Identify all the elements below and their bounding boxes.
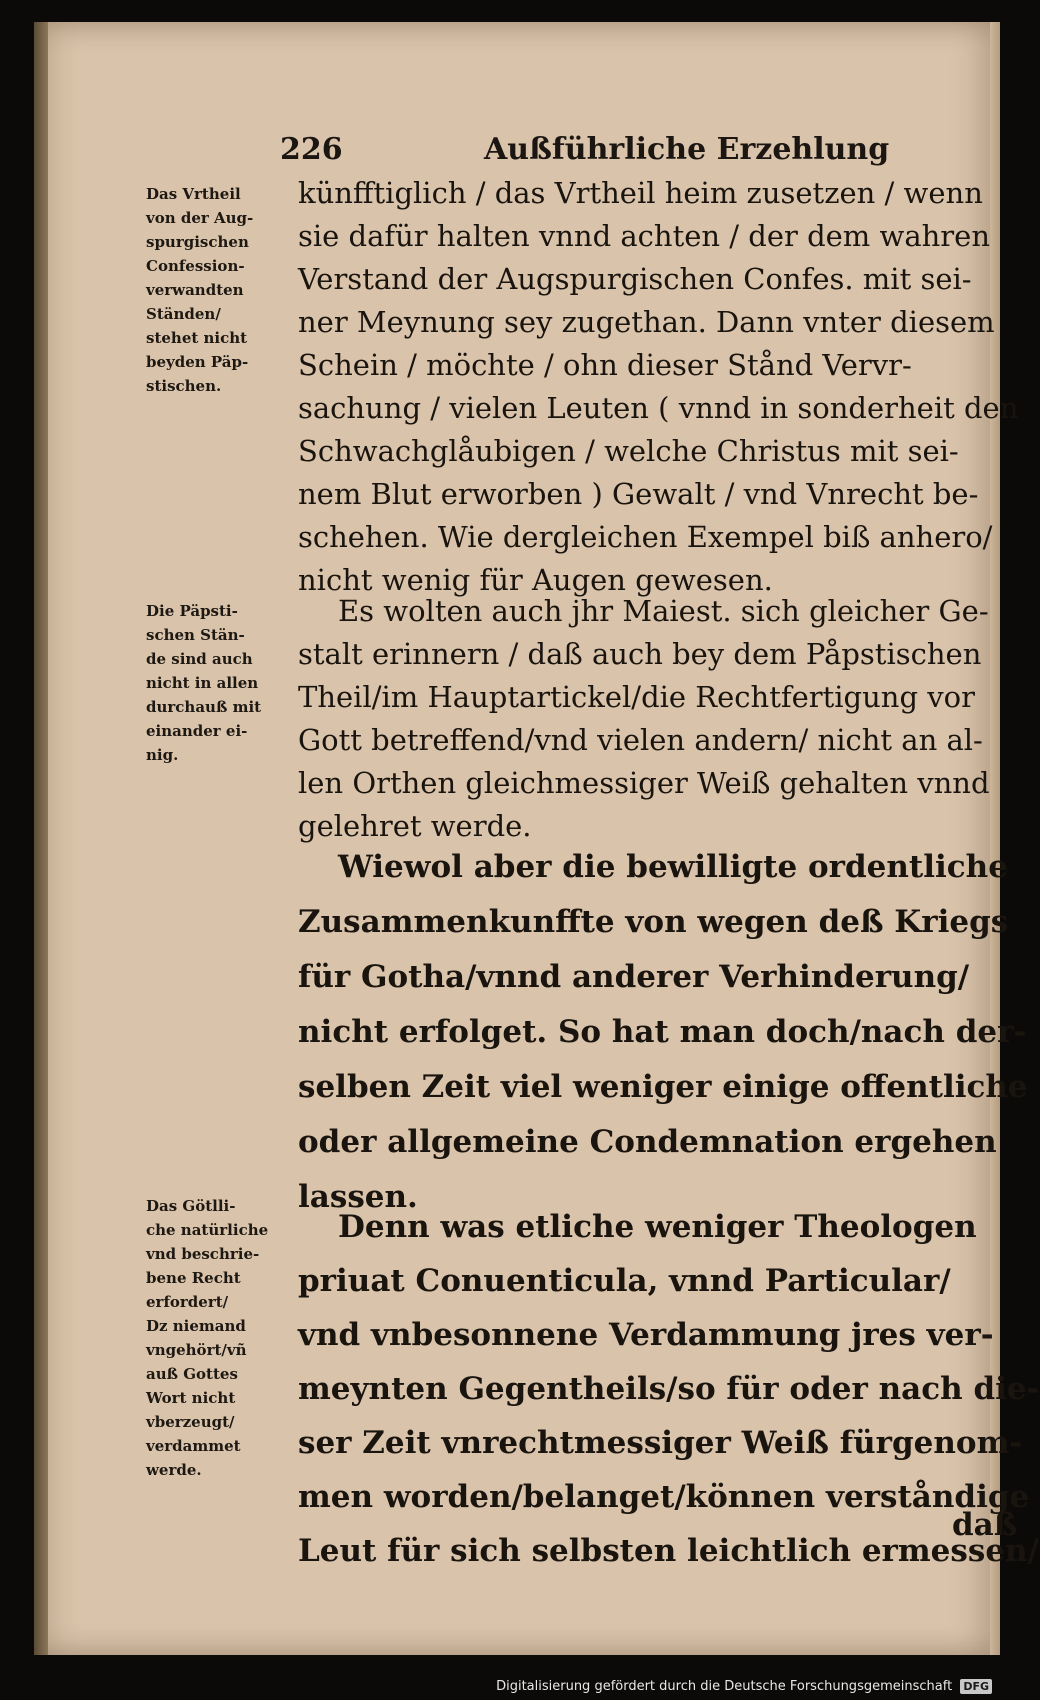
text-line: oder allgemeine Condemnation ergehen — [298, 1124, 997, 1160]
text-line: ser Zeit vnrechtmessiger Weiß fürgenom- — [298, 1425, 1023, 1461]
text-line: nicht erfolget. So hat man doch/nach der- — [298, 1014, 1027, 1050]
gloss-line: nicht in allen — [146, 674, 259, 692]
gloss-line: werde. — [146, 1461, 202, 1479]
gloss-line: stehet nicht — [146, 329, 248, 347]
paragraph-3 — [298, 840, 1028, 1225]
text-line: nem Blut erworben ) Gewalt / vnd Vnrecht be- — [298, 477, 979, 511]
gloss-line: Ständen/ — [146, 305, 221, 323]
text-line: Denn was etliche weniger Theologen — [338, 1209, 977, 1245]
text-line: Leut für sich selbsten leichtlich ermessen/ — [298, 1533, 1039, 1569]
text-line: Schein / möchte / ohn dieser Stånd Vervr- — [298, 348, 912, 382]
gloss-line: auß Gottes — [146, 1365, 238, 1383]
gloss-line: Das Götlli- — [146, 1197, 236, 1215]
gloss-line: Dz niemand — [146, 1317, 246, 1335]
gloss-line: Confession- — [146, 257, 245, 275]
book-page — [34, 22, 1040, 1655]
gloss-line: spurgischen — [146, 233, 249, 251]
text-line: ner Meynung sey zugethan. Dann vnter diesem — [298, 305, 995, 339]
text-line: Schwachglåubigen / welche Christus mit sei- — [298, 434, 959, 468]
gloss-line: nig. — [146, 746, 179, 764]
marginal-gloss-1 — [146, 182, 296, 398]
gloss-line: vngehört/vñ — [146, 1341, 247, 1359]
text-line: stalt erinnern / daß auch bey dem Påpstischen — [298, 637, 982, 671]
gloss-line: Das Vrtheil — [146, 185, 241, 203]
marginal-gloss-3 — [146, 1194, 296, 1482]
paragraph-2 — [298, 590, 1008, 848]
text-line: Es wolten auch jhr Maiest. sich gleicher Ge- — [338, 594, 989, 628]
gloss-line: von der Aug- — [146, 209, 254, 227]
paragraph-1 — [298, 172, 1019, 602]
dfg-logo: DFG — [960, 1679, 992, 1694]
gloss-line: durchauß mit — [146, 698, 262, 716]
gloss-line: verdammet — [146, 1437, 241, 1455]
gloss-line: erfordert/ — [146, 1293, 229, 1311]
text-line: vnd vnbesonnene Verdammung jres ver- — [298, 1317, 994, 1353]
text-line: selben Zeit viel weniger einige offentliche — [298, 1069, 1028, 1105]
gloss-line: schen Stän- — [146, 626, 245, 644]
gloss-line: vnd beschrie- — [146, 1245, 260, 1263]
page-number: 226 — [280, 132, 343, 167]
text-line: Theil/im Hauptartickel/die Rechtfertigung vor — [298, 680, 975, 714]
text-line: Verstand der Augspurgischen Confes. mit sei- — [298, 262, 972, 296]
text-line: len Orthen gleichmessiger Weiß gehalten vnnd — [298, 766, 990, 800]
gloss-line: beyden Päp- — [146, 353, 249, 371]
text-line: für Gotha/vnnd anderer Verhinderung/ — [298, 959, 970, 995]
gloss-line: de sind auch — [146, 650, 253, 668]
gloss-line: che natürliche — [146, 1221, 269, 1239]
gloss-line: verwandten — [146, 281, 244, 299]
gloss-line: vberzeugt/ — [146, 1413, 235, 1431]
text-line: meynten Gegentheils/so für oder nach die- — [298, 1371, 1040, 1407]
marginal-gloss-2 — [146, 599, 296, 767]
text-line: künfftiglich / das Vrtheil heim zusetzen / wenn — [298, 176, 983, 210]
page-header — [34, 132, 1000, 172]
gloss-line: Die Päpsti- — [146, 602, 238, 620]
funding-footer — [496, 1679, 992, 1694]
text-line: Wiewol aber die bewilligte ordentliche — [338, 849, 1008, 885]
gloss-line: Wort nicht — [146, 1389, 236, 1407]
catchword: daß — [952, 1507, 1018, 1543]
text-line: sie dafür halten vnnd achten / der dem wahren — [298, 219, 991, 253]
running-head: Außführliche Erzehlung — [484, 132, 890, 167]
text-line: nicht wenig für Augen gewesen. — [298, 563, 773, 597]
text-line: schehen. Wie dergleichen Exempel biß anhero/ — [298, 520, 993, 554]
text-line: Zusammenkunffte von wegen deß Kriegs — [298, 904, 1009, 940]
book-spine — [34, 22, 48, 1655]
gloss-line: stischen. — [146, 377, 222, 395]
gloss-line: bene Recht — [146, 1269, 241, 1287]
footer-text: Digitalisierung gefördert durch die Deutsche Forschungsgemeinschaft — [496, 1679, 953, 1694]
text-line: men worden/belanget/können verståndige — [298, 1479, 1030, 1515]
paragraph-4 — [298, 1200, 1040, 1578]
text-line: priuat Conuenticula, vnnd Particular/ — [298, 1263, 951, 1299]
gloss-line: einander ei- — [146, 722, 248, 740]
text-line: lassen. — [298, 1179, 418, 1215]
text-line: sachung / vielen Leuten ( vnnd in sonderheit den — [298, 391, 1019, 425]
text-line: Gott betreffend/vnd vielen andern/ nicht an al- — [298, 723, 983, 757]
text-line: gelehret werde. — [298, 809, 532, 843]
